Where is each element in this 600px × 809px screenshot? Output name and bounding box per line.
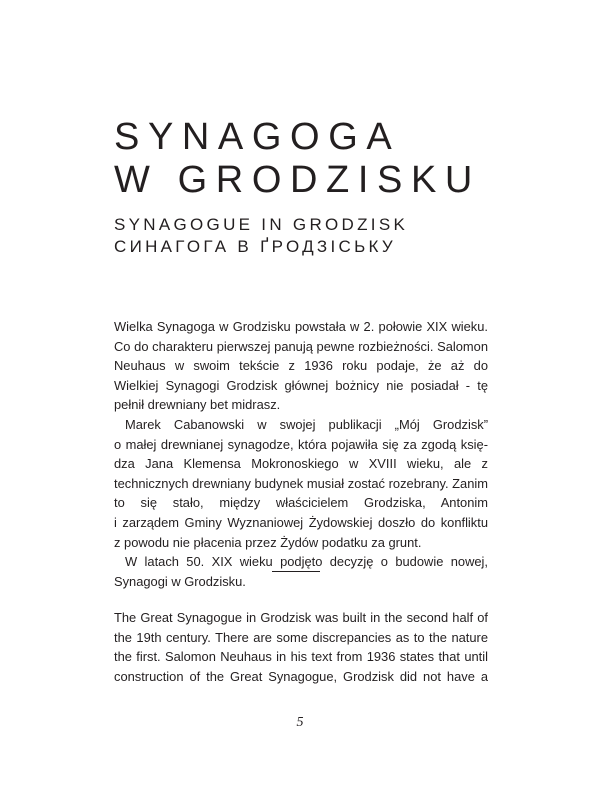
text-line: z powodu nie płacenia przez Żydów podatku za grunt. (114, 534, 422, 550)
text-line: Wielka Synagoga w Grodzisku powstała w 2. połowie XIX wieku. (114, 319, 488, 334)
polish-text-block (114, 317, 488, 591)
text-line: to się stało, między właścicielem Grodziska, Antonim (114, 495, 488, 511)
subtitle-english: SYNAGOGUE IN GRODZISK (114, 215, 409, 234)
english-text-block (114, 608, 488, 686)
text-line: dza Jana Klemensa Mokronoskiego w XVIII wieku, ale z (114, 456, 488, 472)
title-line-2: W GRODZISKU (114, 159, 481, 201)
text-line: Co do charakteru pierwszej panują pewne rozbieżności. Salomon (114, 338, 488, 354)
text-line: i zarządem Gminy Wyznaniowej Żydowskiej doszło do konfliktu (114, 514, 488, 530)
title-line-1: SYNAGOGA (114, 116, 401, 158)
text-line: Neuhaus w swoim tekście z 1936 roku podaje, że aż do (114, 358, 488, 374)
section-divider (272, 571, 320, 572)
text-line: technicznych drewniany budynek musiał zostać rozebrany. Zanim (114, 475, 488, 491)
text-line: Synagogi w Grodzisku. (114, 573, 246, 589)
text-line: pełnił drewniany bet midrasz. (114, 397, 281, 413)
text-line: The Great Synagogue in Grodzisk was built in the second half of (114, 610, 488, 625)
text-line: the 19th century. There are some discrepancies as to the nature (114, 629, 488, 645)
text-line: construction of the Great Synagogue, Grodzisk did not have a (114, 668, 488, 684)
subtitle-ukrainian: СИНАГОГА В ҐРОДЗІСЬКУ (114, 237, 397, 256)
page-number: 5 (296, 715, 304, 730)
text-line: the first. Salomon Neuhaus in his text from 1936 states that until (114, 649, 488, 665)
text-line: Wielkiej Synagogi Grodzisk głównej bożnicy nie posiadał - tę (114, 377, 488, 393)
text-line: W latach 50. XIX wieku podjęto decyzję o budowie nowej, (125, 554, 488, 570)
text-line: Marek Cabanowski w swojej publikacji „Mój Grodzisk” (125, 416, 488, 432)
text-line: o małej drewnianej synagodze, która pojawiła się za zgodą księ- (114, 436, 488, 452)
